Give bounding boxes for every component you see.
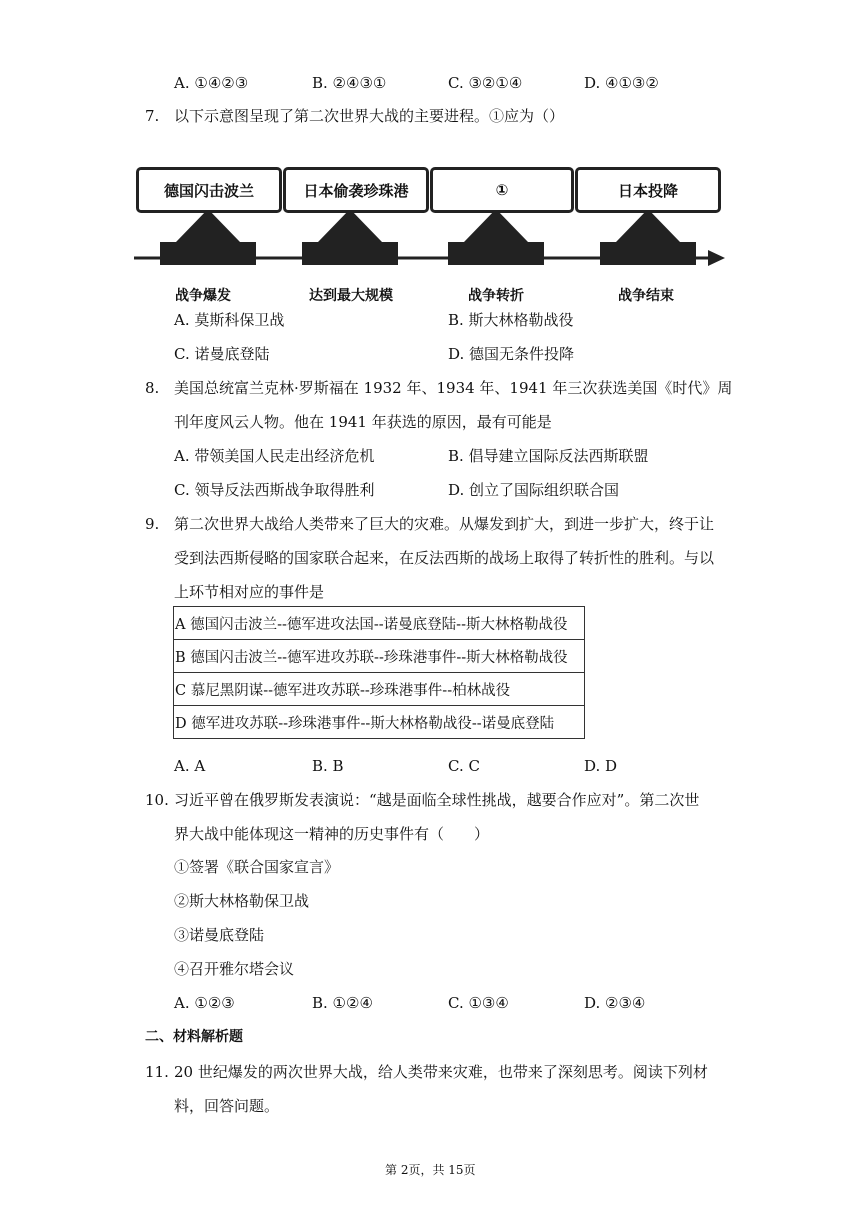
q7-number: 7.: [145, 107, 160, 125]
q7-text: 以下示意图呈现了第二次世界大战的主要进程。①应为（）: [174, 107, 565, 125]
table-cell: B 德国闪击波兰--德军进攻苏联--珍珠港事件--斯大林格勒战役: [174, 640, 585, 673]
timeline-marker-2: [302, 209, 398, 265]
timeline-axis: [120, 205, 740, 285]
q10-item-4: ④召开雅尔塔会议: [174, 960, 295, 978]
table-row: [174, 640, 585, 673]
timeline-event-box: 日本偷袭珍珠港: [283, 167, 429, 213]
q10-item-2: ②斯大林格勒保卫战: [174, 892, 310, 910]
q9-option-c: C. C: [448, 757, 480, 775]
q10-option-d: D. ②③④: [584, 994, 646, 1012]
table-cell: D 德军进攻苏联--珍珠港事件--斯大林格勒战役--诺曼底登陆: [174, 706, 585, 739]
q10-text-line2: 界大战中能体现这一精神的历史事件有（ ）: [174, 825, 490, 843]
timeline-marker-1: [160, 209, 256, 265]
q10-option-b: B. ①②④: [312, 994, 373, 1012]
timeline-marker-3: [448, 209, 544, 265]
q9-number: 9.: [145, 515, 160, 533]
q10-item-3: ③诺曼底登陆: [174, 926, 265, 944]
q8-option-a: A. 带领美国人民走出经济危机: [174, 447, 375, 465]
q7-option-a: A. 莫斯科保卫战: [174, 311, 285, 329]
q10-option-a: A. ①②③: [174, 994, 235, 1012]
timeline-arrowhead: [708, 250, 725, 266]
q6-option-d: D. ④①③②: [584, 74, 659, 92]
section-title: 二、材料解析题: [145, 1029, 243, 1045]
q9-options-table: [173, 606, 585, 739]
q11-text-line2: 料，回答问题。: [174, 1097, 280, 1115]
q8-option-d: D. 创立了国际组织联合国: [448, 481, 620, 499]
timeline-marker-4: [600, 209, 696, 265]
q6-option-a: A. ①④②③: [174, 74, 249, 92]
q8-option-b: B. 倡导建立国际反法西斯联盟: [448, 447, 649, 465]
timeline-event-box: ①: [430, 167, 574, 213]
q6-option-b: B. ②④③①: [312, 74, 387, 92]
q10-option-c: C. ①③④: [448, 994, 509, 1012]
timeline-stage-label: 战争转折: [468, 288, 524, 304]
q7-option-c: C. 诺曼底登陆: [174, 345, 270, 363]
q9-option-d: D. D: [584, 757, 618, 775]
q11-text-line1: 20 世纪爆发的两次世界大战，给人类带来灾难，也带来了深刻思考。阅读下列材: [174, 1063, 708, 1081]
q9-option-a: A. A: [174, 757, 206, 775]
timeline-stage-label: 战争结束: [618, 288, 674, 304]
q6-option-c: C. ③②①④: [448, 74, 523, 92]
q8-number: 8.: [145, 379, 160, 397]
q8-option-c: C. 领导反法西斯战争取得胜利: [174, 481, 375, 499]
q7-option-b: B. 斯大林格勒战役: [448, 311, 574, 329]
q10-item-1: ①签署《联合国家宣言》: [174, 858, 340, 876]
q7-option-d: D. 德国无条件投降: [448, 345, 575, 363]
q8-text-line1: 美国总统富兰克林·罗斯福在 1932 年、1934 年、1941 年三次获选美国《时代》周: [174, 379, 733, 397]
q8-text-line2: 刊年度风云人物。他在 1941 年获选的原因，最有可能是: [174, 413, 552, 431]
timeline-stage-label: 战争爆发: [175, 288, 231, 304]
q10-number: 10.: [145, 791, 169, 809]
table-row: [174, 673, 585, 706]
q9-option-b: B. B: [312, 757, 344, 775]
timeline-stage-label: 达到最大规模: [309, 288, 393, 304]
q9-text-line2: 受到法西斯侵略的国家联合起来，在反法西斯的战场上取得了转折性的胜利。与以: [174, 549, 715, 567]
q9-text-line3: 上环节相对应的事件是: [174, 583, 325, 601]
q9-text-line1: 第二次世界大战给人类带来了巨大的灾难。从爆发到扩大，到进一步扩大，终于让: [174, 515, 715, 533]
timeline-event-box: 日本投降: [575, 167, 721, 213]
table-row: [174, 706, 585, 739]
table-row: [174, 607, 585, 640]
q11-number: 11.: [145, 1063, 169, 1081]
page-footer: 第 2页，共 15页: [385, 1163, 476, 1177]
table-cell: A 德国闪击波兰--德军进攻法国--诺曼底登陆--斯大林格勒战役: [174, 607, 585, 640]
timeline-event-box: 德国闪击波兰: [136, 167, 282, 213]
table-cell: C 慕尼黑阴谋--德军进攻苏联--珍珠港事件--柏林战役: [174, 673, 585, 706]
q10-text-line1: 习近平曾在俄罗斯发表演说：“越是面临全球性挑战，越要合作应对”。第二次世: [174, 791, 700, 809]
